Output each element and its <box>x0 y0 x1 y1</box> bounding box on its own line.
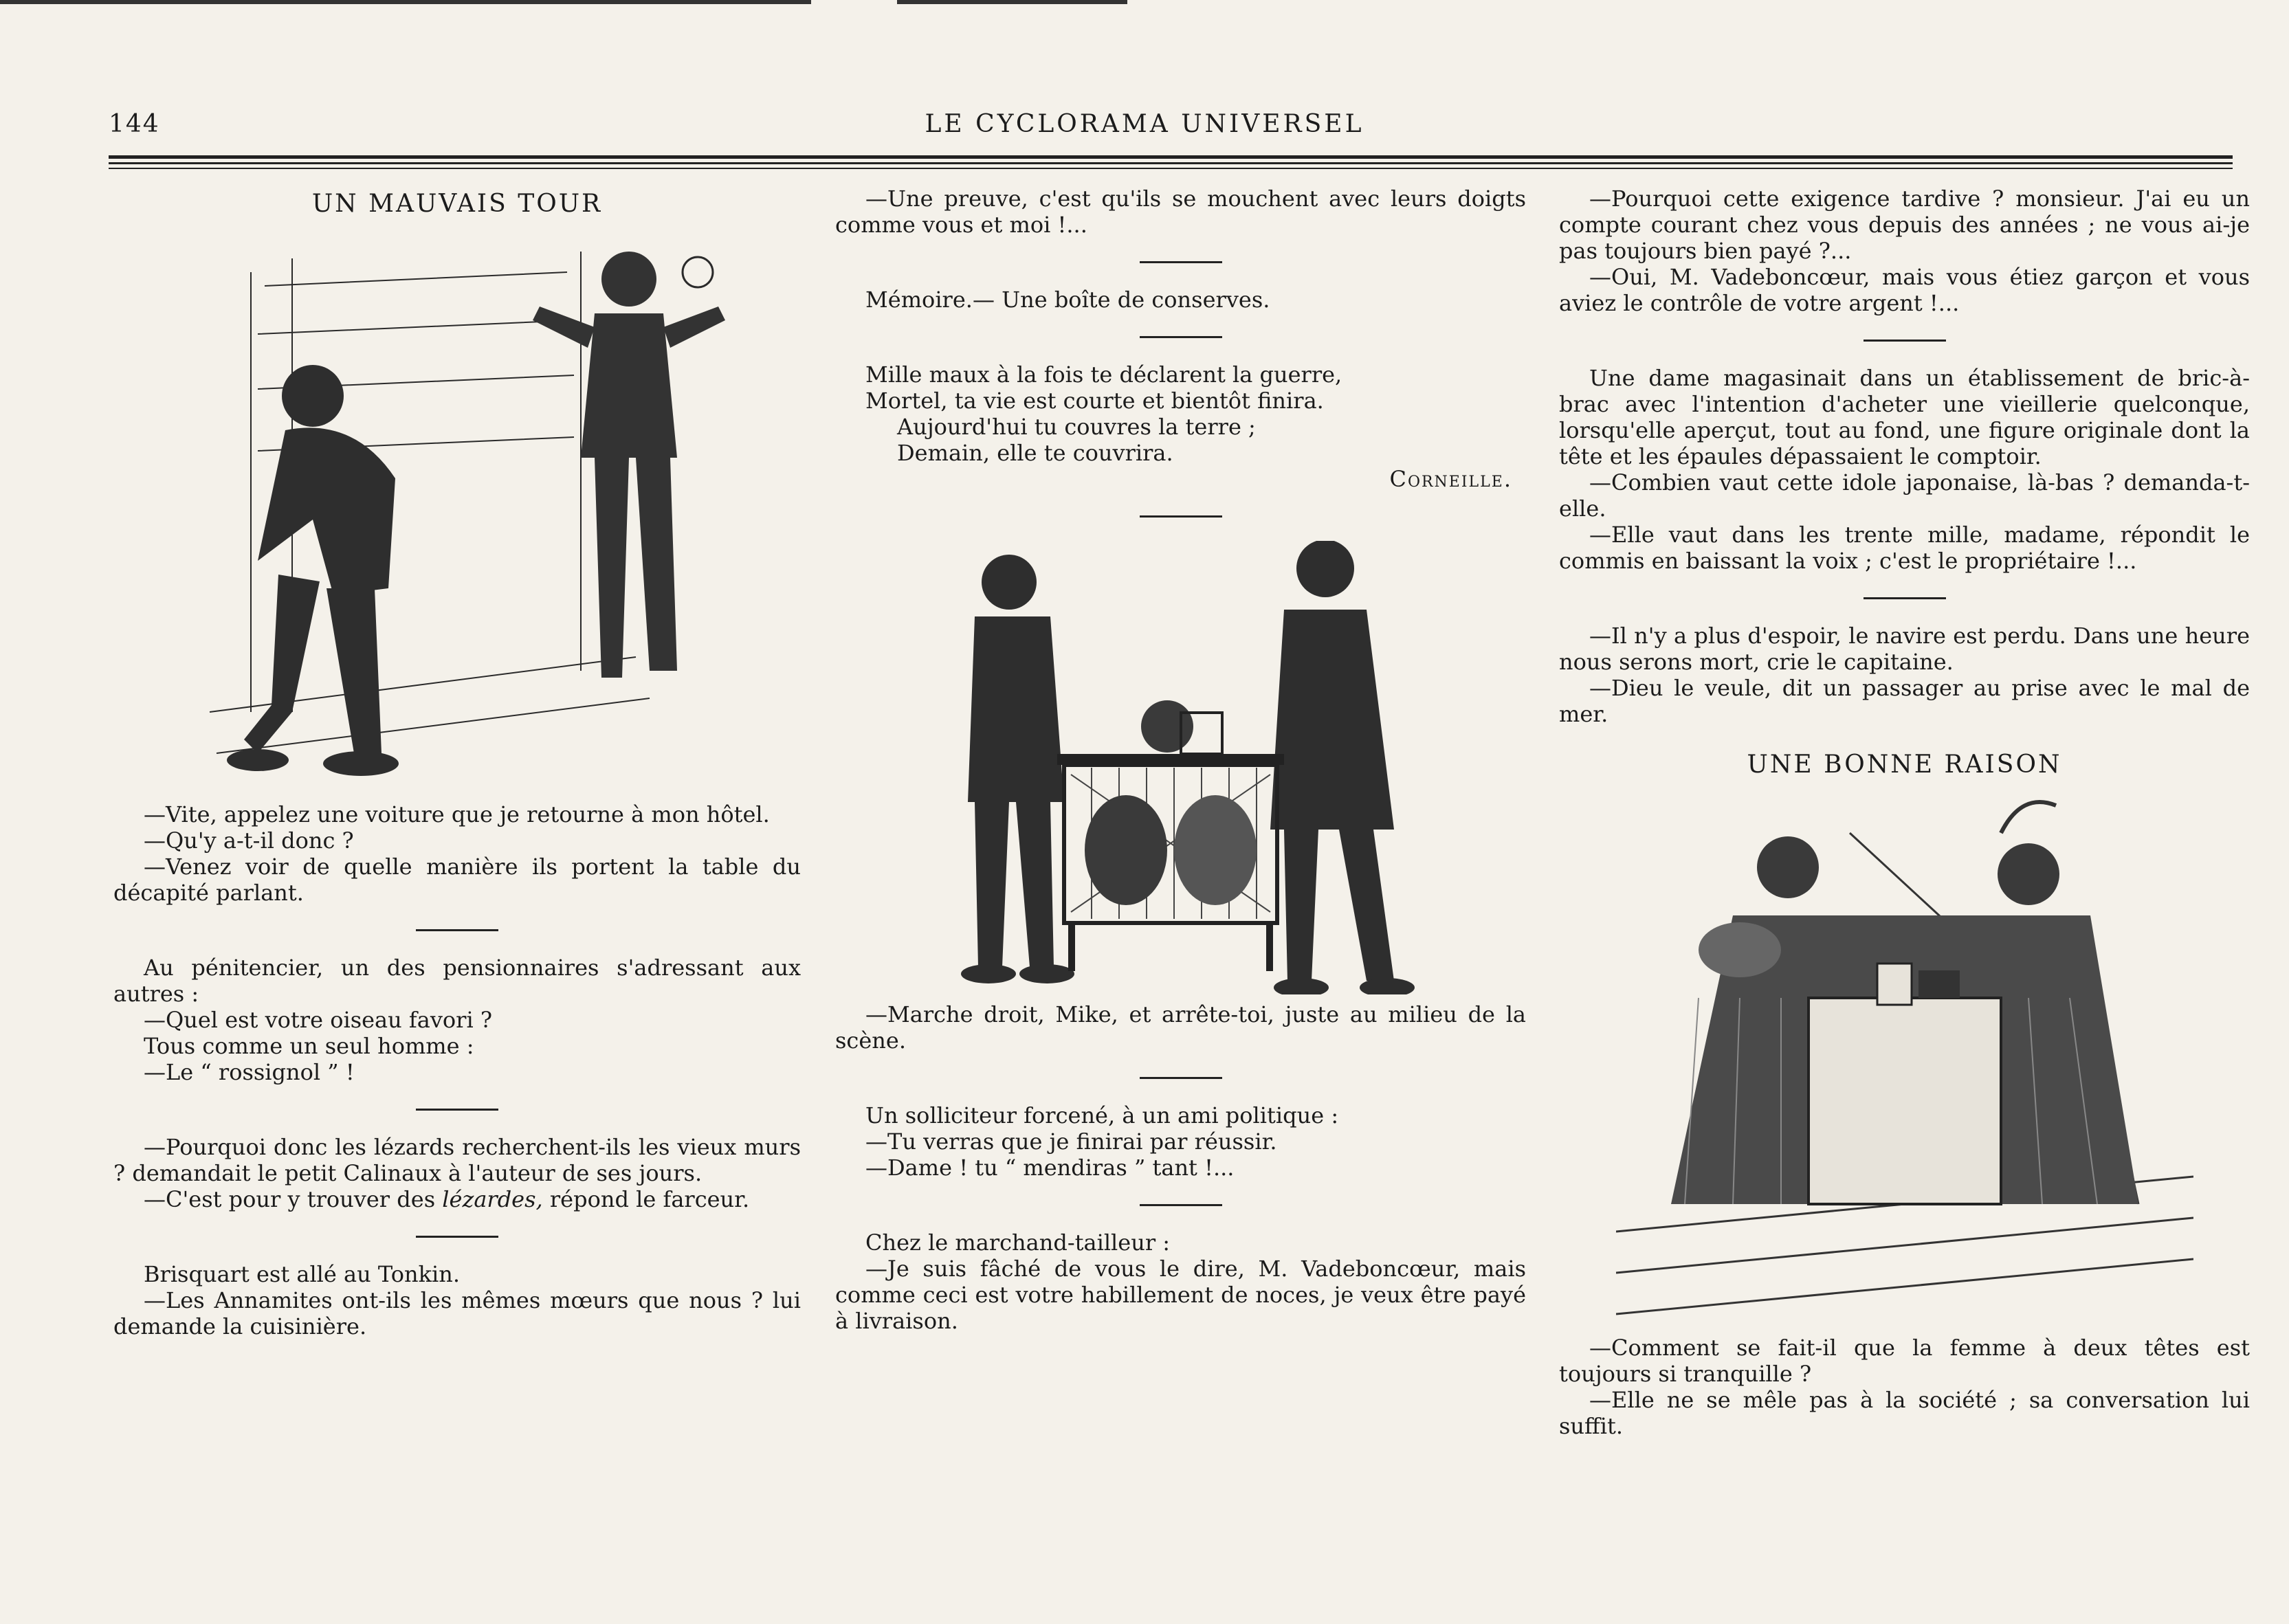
separator <box>1140 515 1222 518</box>
running-title: LE CYCLORAMA UNIVERSEL <box>925 110 1364 138</box>
joke-text: —Venez voir de quelle manière ils portent la table du décapité parlant. <box>113 854 801 906</box>
joke-text: —Pourquoi donc les lézards recherchent-ils les vieux murs ? demandait le petit Calinaux à l'auteur de ses jours. <box>113 1134 801 1186</box>
column-left <box>113 186 801 1339</box>
joke-text: —Oui, M. Vadeboncœur, mais vous étiez garçon et vous aviez le contrôle de votre argent !... <box>1559 264 2250 316</box>
separator <box>416 929 498 931</box>
column-middle <box>835 186 1526 1334</box>
joke-text: —Dame ! tu “ mendiras ” tant !... <box>865 1155 1235 1181</box>
header-rule <box>109 155 2233 159</box>
joke-text: —Vite, appelez une voiture que je retourne à mon hôtel. <box>144 801 770 827</box>
joke-text: —Dieu le veule, dit un passager au prise avec le mal de mer. <box>1559 675 2250 727</box>
top-edge-rule <box>897 0 1127 4</box>
joke-text-part: —C'est pour y trouver des <box>144 1186 443 1212</box>
joke-text: Une dame magasinait dans un établissement de bric-à-brac avec l'intention d'acheter une vieillerie quelconque, lorsqu'elle aperçut, tout au fond, une figure originale dont la tête et les épaules dépassaient le comptoir. <box>1559 365 2250 469</box>
joke-text: Mémoire.— Une boîte de conserves. <box>865 287 1270 313</box>
separator <box>416 1109 498 1111</box>
joke-text: —Elle vaut dans les trente mille, madame, répondit le commis en baissant la voix ; c'est le propriétaire !... <box>1559 522 2250 574</box>
joke-text: —Tu verras que je finirai par réussir. <box>865 1128 1277 1155</box>
verse-line: Demain, elle te couvrira. <box>897 440 1173 466</box>
joke-text: Chez le marchand-tailleur : <box>865 1230 1171 1256</box>
italic-word: lézardes, <box>442 1186 543 1212</box>
separator <box>1864 597 1946 599</box>
illustration-two-headed-woman <box>1616 792 2193 1328</box>
joke-text: —Une preuve, c'est qu'ils se mouchent avec leurs doigts comme vous et moi !... <box>835 186 1526 238</box>
page-number: 144 <box>109 110 160 138</box>
joke-text: —Combien vaut cette idole japonaise, là-bas ? demanda-t-elle. <box>1559 469 2250 522</box>
joke-text: —Qu'y a-t-il donc ? <box>144 827 354 854</box>
separator <box>416 1236 498 1238</box>
header-rule <box>109 162 2233 164</box>
joke-text: —Pourquoi cette exigence tardive ? monsieur. J'ai eu un compte courant chez vous depuis des années ; ne vous ai-je pas toujours bien payé ?... <box>1559 186 2250 264</box>
illustration-men-at-wall <box>155 231 760 794</box>
joke-text-part: répond le farceur. <box>542 1186 750 1212</box>
joke-text: —Le “ rossignol ” ! <box>144 1059 355 1085</box>
header-rule <box>109 168 2233 169</box>
joke-text: Un solliciteur forcené, à un ami politique : <box>865 1102 1339 1128</box>
attribution: Corneille. <box>1389 466 1512 492</box>
separator <box>1140 261 1222 263</box>
joke-text: —Elle ne se mêle pas à la société ; sa conversation lui suffit. <box>1559 1387 2250 1439</box>
section-title: UNE BONNE RAISON <box>1747 750 2062 779</box>
column-right <box>1559 186 2250 1439</box>
joke-text: Au pénitencier, un des pensionnaires s'adressant aux autres : <box>113 955 801 1007</box>
joke-text: Brisquart est allé au Tonkin. <box>144 1261 461 1287</box>
joke-text: —Je suis fâché de vous le dire, M. Vadeboncœur, mais comme ceci est votre habillement de noces, je veux être payé à livraison. <box>835 1256 1526 1334</box>
joke-text: —Comment se fait-il que la femme à deux têtes est toujours si tranquille ? <box>1559 1335 2250 1387</box>
illustration-men-carrying-table <box>913 541 1449 994</box>
joke-text: —Marche droit, Mike, et arrête-toi, juste au milieu de la scène. <box>835 1001 1526 1054</box>
joke-text: —Il n'y a plus d'espoir, le navire est perdu. Dans une heure nous serons mort, crie le capitaine. <box>1559 623 2250 675</box>
verse-line: Mortel, ta vie est courte et bientôt finira. <box>865 388 1324 414</box>
separator <box>1864 340 1946 342</box>
joke-text <box>113 1186 801 1212</box>
verse-line: Mille maux à la fois te déclarent la guerre, <box>865 361 1342 388</box>
separator <box>1140 1077 1222 1079</box>
section-title: UN MAUVAIS TOUR <box>311 190 603 218</box>
joke-text: —Quel est votre oiseau favori ? <box>144 1007 493 1033</box>
joke-text: —Les Annamites ont-ils les mêmes mœurs que nous ? lui demande la cuisinière. <box>113 1287 801 1339</box>
top-edge-rule <box>0 0 811 4</box>
joke-text: Tous comme un seul homme : <box>144 1033 474 1059</box>
verse-line: Aujourd'hui tu couvres la terre ; <box>897 414 1256 440</box>
separator <box>1140 336 1222 338</box>
separator <box>1140 1204 1222 1206</box>
